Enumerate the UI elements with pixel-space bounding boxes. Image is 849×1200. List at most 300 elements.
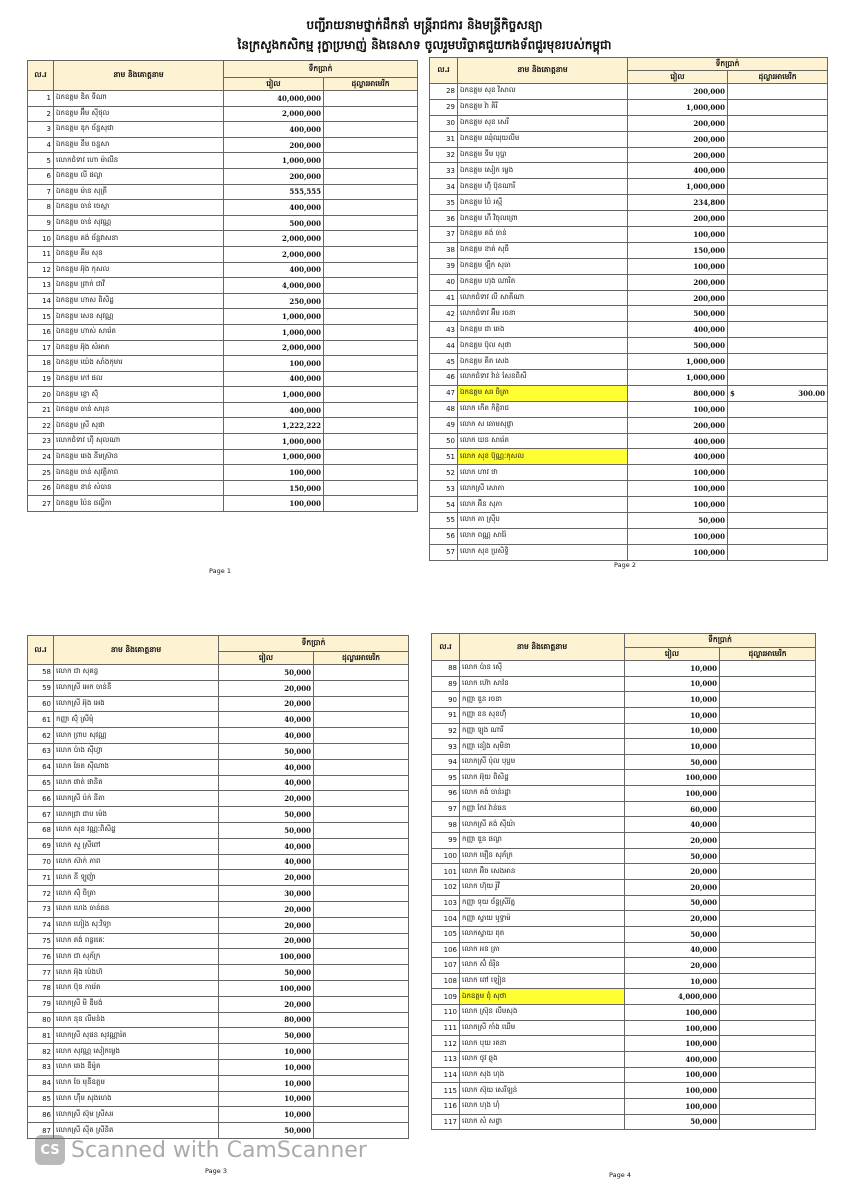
usd-cell [314,1012,409,1028]
row-name: ឯកឧត្តម ហាស ពិសិដ្ឋ [54,293,224,309]
row-name: ឯកឧត្តម សេន សុវណ្ណ [54,309,224,325]
usd-cell [728,211,828,227]
riel-cell: 10,000 [625,973,720,989]
row-number: 88 [432,661,460,677]
row-number: 115 [432,1083,460,1099]
header-amount: ទឹកប្រាក់ [628,58,828,71]
table-row [432,895,816,911]
table-row [28,200,418,216]
table-row [430,179,828,195]
row-number: 54 [430,497,458,513]
riel-cell: 400,000 [224,402,324,418]
riel-cell: 50,000 [219,807,314,823]
row-name: លោក ស៊ាក់ ភាព [54,854,219,870]
riel-cell: 200,000 [224,137,324,153]
table-row [28,743,409,759]
row-name: លោកជំទាវ ហ៊ី សុលណា [54,434,224,450]
page-label-4: Page 4 [609,1171,631,1179]
row-number: 94 [432,754,460,770]
row-name: ឯកឧត្តម ពុំ សុថា [460,989,625,1005]
table-row [430,84,828,100]
riel-cell: 50,000 [625,1114,720,1130]
usd-cell [720,707,816,723]
row-number: 99 [432,833,460,849]
row-name: លោកស្រី អ៊ុង អេង [54,696,219,712]
row-name: លោក កើត កិត្តិរាជ [458,401,628,417]
row-number: 107 [432,958,460,974]
row-number: 51 [430,449,458,465]
row-name: លោក សុខ ប្រសិទ្ធិ [458,544,628,560]
camscanner-watermark [35,1135,367,1165]
donation-table [27,60,418,512]
table-row [28,153,418,169]
riel-cell: 50,000 [625,848,720,864]
usd-cell [720,739,816,755]
usd-cell [728,513,828,529]
row-number: 31 [430,131,458,147]
table-row [430,465,828,481]
table-row [28,91,418,107]
usd-cell [728,306,828,322]
row-name: ឯកឧត្តម កៅ ផល [54,371,224,387]
row-number: 40 [430,274,458,290]
usd-cell [324,309,418,325]
table-row [432,1083,816,1099]
usd-cell [720,911,816,927]
riel-cell: 100,000 [224,496,324,512]
row-number: 83 [28,1059,54,1075]
row-number: 82 [28,1044,54,1060]
row-number: 72 [28,886,54,902]
riel-cell: 50,000 [625,754,720,770]
row-number: 91 [432,707,460,723]
row-number: 62 [28,728,54,744]
usd-cell [324,278,418,294]
row-name: លោក ប៉ាង ស៊ីហ្វា [54,743,219,759]
row-number: 50 [430,433,458,449]
row-number: 21 [28,402,54,418]
row-number: 55 [430,513,458,529]
header-amount: ទឹកប្រាក់ [625,634,816,648]
usd-cell [324,356,418,372]
riel-cell: 20,000 [219,901,314,917]
table-row [28,870,409,886]
header-name: នាម និងគោត្តនាម [460,634,625,661]
table-row [432,926,816,942]
header-no: ល.រ [432,634,460,661]
riel-cell: 60,000 [625,801,720,817]
usd-cell [314,791,409,807]
riel-cell: 100,000 [219,980,314,996]
table-row [28,838,409,854]
riel-cell: 20,000 [219,870,314,886]
usd-cell [720,895,816,911]
row-number: 64 [28,759,54,775]
page-2-table [429,57,828,561]
table-row [28,775,409,791]
row-name: ឯកឧត្តម ប៉ែន ផល្លីកា [54,496,224,512]
table-row [28,449,418,465]
usd-cell [314,680,409,696]
riel-cell: 1,000,000 [628,370,728,386]
row-number: 76 [28,949,54,965]
usd-cell [720,692,816,708]
row-number: 34 [430,179,458,195]
riel-cell: 200,000 [628,84,728,100]
usd-cell [728,274,828,290]
table-row [28,917,409,933]
row-name: ឯកឧត្តម ឡឹក សុធា [458,258,628,274]
row-name: កញ្ញា ស្វាយ ឬទ្ធាម៉ [460,911,625,927]
riel-cell: 100,000 [625,1020,720,1036]
row-number: 110 [432,1005,460,1021]
usd-cell [314,1091,409,1107]
row-number: 57 [430,544,458,560]
row-number: 8 [28,200,54,216]
usd-cell [324,231,418,247]
donation-table [27,635,409,1139]
usd-cell [314,1107,409,1123]
row-number: 112 [432,1036,460,1052]
table-row [430,385,828,401]
table-row [430,227,828,243]
row-name: លោក ពៅ ឡៀន [460,973,625,989]
header-usd: ដុល្លារអាមេរិក [314,652,409,665]
header-no: ល.រ [28,61,54,91]
riel-cell: 100,000 [628,497,728,513]
row-name: លោក សុវណ្ណ សៀកម្លេង [54,1044,219,1060]
header-name: នាម និងគោត្តនាម [54,636,219,665]
usd-cell [720,1036,816,1052]
table-row [28,168,418,184]
table-row [28,1044,409,1060]
usd-cell [314,854,409,870]
table-row [430,147,828,163]
usd-cell [728,99,828,115]
row-number: 36 [430,211,458,227]
row-number: 2 [28,106,54,122]
table-row [430,290,828,306]
table-row [430,99,828,115]
row-number: 86 [28,1107,54,1123]
table-row [28,231,418,247]
row-number: 1 [28,91,54,107]
row-name: ឯកឧត្តម អ៊ុង កុសល [54,262,224,278]
row-number: 70 [28,854,54,870]
usd-cell [728,544,828,560]
row-number: 101 [432,864,460,880]
row-number: 53 [430,481,458,497]
riel-cell: 100,000 [628,528,728,544]
row-number: 104 [432,911,460,927]
riel-cell: 50,000 [219,965,314,981]
usd-cell [314,759,409,775]
table-row [432,786,816,802]
usd-cell [728,322,828,338]
row-number: 56 [430,528,458,544]
table-row [432,770,816,786]
table-row [430,115,828,131]
table-row [28,791,409,807]
usd-cell [728,147,828,163]
table-row [430,417,828,433]
row-number: 10 [28,231,54,247]
donation-table [429,57,828,561]
row-name: ឯកឧត្តម ឌិត ទីណា [54,91,224,107]
row-number: 61 [28,712,54,728]
table-row [432,661,816,677]
riel-cell: 10,000 [219,1091,314,1107]
riel-cell: 10,000 [625,739,720,755]
header-riel: រៀល [224,78,324,91]
row-number: 30 [430,115,458,131]
table-row [28,996,409,1012]
table-row [430,528,828,544]
row-number: 77 [28,965,54,981]
row-number: 105 [432,926,460,942]
row-name: លោក ជា សុភ័ក្រ [54,949,219,965]
riel-cell: 1,000,000 [224,324,324,340]
riel-cell: 150,000 [628,242,728,258]
row-name: ឯកឧត្តម ស្រី សុផា [54,418,224,434]
table-row [430,163,828,179]
riel-cell: 50,000 [219,1028,314,1044]
row-number: 97 [432,801,460,817]
row-name: ឯកឧត្តម ហាស់ សារ៉េត [54,324,224,340]
table-row [28,1091,409,1107]
row-number: 6 [28,168,54,184]
row-name: លោកស្វាយ ពុត [460,926,625,942]
row-name: លោកស្រី ប៉ក់ នីតា [54,791,219,807]
usd-cell [728,338,828,354]
row-name: ឯកឧត្តម ចាន់ សារុន [54,402,224,418]
row-number: 113 [432,1052,460,1068]
row-number: 89 [432,676,460,692]
usd-cell [324,340,418,356]
page-1-table [27,60,418,512]
table-row [432,1052,816,1068]
row-number: 15 [28,309,54,325]
row-number: 46 [430,370,458,386]
usd-cell [314,665,409,681]
row-name: លោក ចែ មុនីឧត្តម [54,1075,219,1091]
row-name: លោកស្រី ស៊ុម ស្រីសរ [54,1107,219,1123]
row-number: 20 [28,387,54,403]
usd-cell [324,293,418,309]
row-number: 5 [28,153,54,169]
row-number: 29 [430,99,458,115]
row-number: 18 [28,356,54,372]
table-row [28,807,409,823]
row-number: 81 [28,1028,54,1044]
usd-cell [720,926,816,942]
row-name: កញ្ញា ឌួន ផល្លា [460,833,625,849]
table-row [432,1067,816,1083]
row-name: លោក ស៊ុយ សេរីឡន់ [460,1083,625,1099]
row-number: 79 [28,996,54,1012]
row-name: លោក ឃន សារ៉េត [458,433,628,449]
riel-cell: 20,000 [625,958,720,974]
usd-cell [314,1044,409,1060]
usd-cell [720,817,816,833]
header-riel: រៀល [628,71,728,84]
usd-cell [314,933,409,949]
row-number: 90 [432,692,460,708]
row-number: 12 [28,262,54,278]
row-number: 69 [28,838,54,854]
riel-cell: 10,000 [625,723,720,739]
row-number: 116 [432,1098,460,1114]
table-row [28,215,418,231]
row-name: ឯកឧត្តម ទីម បុប្ផា [458,147,628,163]
row-number: 38 [430,242,458,258]
usd-cell [314,743,409,759]
table-row [28,1012,409,1028]
table-row [430,211,828,227]
row-number: 47 [430,385,458,401]
row-name: លោក គង់ ពន្លរគេៈ [54,933,219,949]
riel-cell: 100,000 [625,1098,720,1114]
usd-cell [324,449,418,465]
row-number: 24 [28,449,54,465]
riel-cell: 10,000 [219,1075,314,1091]
table-row [432,723,816,739]
usd-cell [314,728,409,744]
riel-cell: 40,000 [625,942,720,958]
usd-cell [324,324,418,340]
row-name: លោកជំទាវ ហោ ម៉ាលីន [54,153,224,169]
row-name: ឯកឧត្តម អ៊ឹម ស៊ីថុល [54,106,224,122]
row-number: 19 [28,371,54,387]
page-4-table [431,633,816,1130]
usd-cell [314,980,409,996]
row-number: 63 [28,743,54,759]
row-name: កញ្ញា នៀង សុមិនា [460,739,625,755]
header-no: ល.រ [430,58,458,84]
table-row [430,306,828,322]
row-name: លោក ផាត់ ផានិត [54,775,219,791]
usd-cell: $ 300.00 [728,385,828,401]
riel-cell: 2,000,000 [224,231,324,247]
riel-cell: 40,000 [219,854,314,870]
row-number: 74 [28,917,54,933]
usd-cell [324,200,418,216]
table-row [28,1059,409,1075]
row-number: 98 [432,817,460,833]
usd-cell [324,480,418,496]
usd-cell [324,184,418,200]
riel-cell: 100,000 [628,465,728,481]
riel-cell: 100,000 [625,1083,720,1099]
riel-cell: 1,000,000 [628,179,728,195]
row-number: 67 [28,807,54,823]
table-row [432,754,816,770]
riel-cell: 500,000 [224,215,324,231]
table-row [28,712,409,728]
row-number: 33 [430,163,458,179]
usd-cell [720,1083,816,1099]
row-name: លោក ហ៊ោ សាវ៉ន [460,676,625,692]
table-row [28,728,409,744]
table-row [432,1036,816,1052]
table-row [28,371,418,387]
table-row [28,137,418,153]
riel-cell: 200,000 [628,147,728,163]
row-number: 52 [430,465,458,481]
table-row [28,696,409,712]
row-number: 71 [28,870,54,886]
riel-cell: 20,000 [219,696,314,712]
table-row [28,278,418,294]
table-row [432,848,816,864]
riel-cell: 20,000 [625,833,720,849]
row-name: លោក ស្រ៊ុន លីមសុង [460,1005,625,1021]
riel-cell: 100,000 [628,401,728,417]
row-name: លោក ហាវ ថា [458,465,628,481]
row-number: 103 [432,895,460,911]
usd-cell [720,1067,816,1083]
usd-cell [720,864,816,880]
row-number: 49 [430,417,458,433]
table-row [28,822,409,838]
usd-cell [720,1114,816,1130]
riel-cell: 40,000,000 [224,91,324,107]
riel-cell: 100,000 [628,227,728,243]
riel-cell: 200,000 [628,274,728,290]
row-name: កញ្ញា កែវ វ៉ាន់ធន [460,801,625,817]
riel-cell: 400,000 [628,449,728,465]
row-number: 95 [432,770,460,786]
header-amount: ទឹកប្រាក់ [224,61,418,78]
row-name: លោក ស៊ំ ធំរ៉ិន [460,958,625,974]
row-name: ឯកឧត្តម សៀក ម្លេង [458,163,628,179]
usd-cell [314,696,409,712]
header-usd: ដុល្លារអាមេរិក [720,648,816,661]
usd-cell [324,153,418,169]
row-name: លោក សុខ ប៊ុណ្ណៈកុសល [458,449,628,465]
row-name: ឯកឧត្តម ខាន់ សំបាន [54,480,224,496]
row-number: 75 [28,933,54,949]
row-name: លោក ឆេង ឌីម៉ូត [54,1059,219,1075]
row-number: 78 [28,980,54,996]
row-number: 13 [28,278,54,294]
row-name: លោក អ៊ិច សេងអាន [460,864,625,880]
row-name: ឯកឧត្តម ខាត់ សុធី [458,242,628,258]
row-name: លោក ថូវ ឆ្លុង [460,1052,625,1068]
usd-cell [314,996,409,1012]
usd-cell [314,1075,409,1091]
row-name: លោកជំទាវ អ៊ីម រចនា [458,306,628,322]
row-name: លោក ពណ្ណ សារ៉ៃ [458,528,628,544]
riel-cell: 20,000 [219,917,314,933]
row-name: លោក ជា សុគន្ធ [54,665,219,681]
usd-cell [728,465,828,481]
row-name: លោក សួ ស្រីពៅ [54,838,219,854]
row-number: 28 [430,84,458,100]
usd-cell [728,417,828,433]
riel-cell: 400,000 [628,322,728,338]
table-row [430,513,828,529]
row-name: លោក ស៊ុំ ចិត្រា [54,886,219,902]
usd-cell [720,942,816,958]
row-number: 22 [28,418,54,434]
row-name: ឯកឧត្តម ឌុក ច័ន្ទសុជា [54,122,224,138]
table-row [28,759,409,775]
table-row [432,739,816,755]
usd-cell [314,775,409,791]
riel-cell: 20,000 [219,933,314,949]
table-row [430,354,828,370]
